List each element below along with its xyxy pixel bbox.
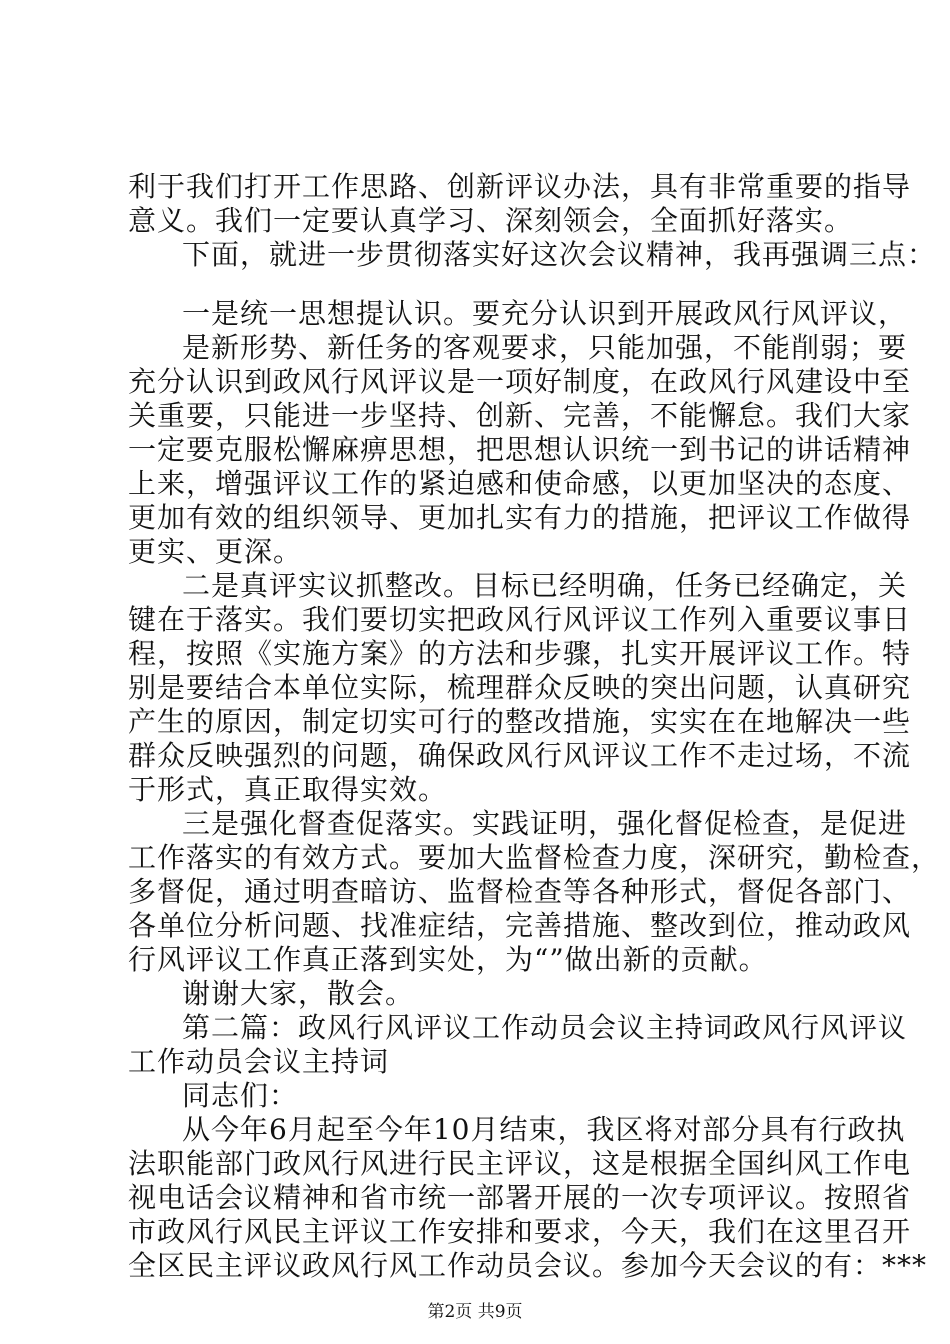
text-line: 多督促，通过明查暗访、监督检查等各种形式，督促各部门、 bbox=[128, 875, 912, 908]
text-line: 上来，增强评议工作的紧迫感和使命感，以更加坚决的态度、 bbox=[128, 467, 912, 500]
text-line: 一定要克服松懈麻痹思想，把思想认识统一到书记的讲话精神 bbox=[128, 433, 912, 466]
text-line: 产生的原因，制定切实可行的整改措施，实实在在地解决一些 bbox=[128, 705, 912, 738]
text-line: 更加有效的组织领导、更加扎实有力的措施，把评议工作做得 bbox=[128, 501, 912, 534]
text-line: 意义。我们一定要认真学习、深刻领会，全面抓好落实。 bbox=[128, 204, 854, 237]
text-line: 群众反映强烈的问题，确保政风行风评议工作不走过场，不流 bbox=[128, 739, 912, 772]
text-line: 下面，就进一步贯彻落实好这次会议精神，我再强调三点： bbox=[182, 238, 937, 271]
text-line: 从今年6月起至今年10月结束，我区将对部分具有行政执 bbox=[182, 1113, 906, 1146]
text-line: 别是要结合本单位实际，梳理群众反映的突出问题，认真研究 bbox=[128, 671, 912, 704]
text-line: 第二篇：政风行风评议工作动员会议主持词政风行风评议 bbox=[182, 1011, 908, 1044]
text-line: 二是真评实议抓整改。目标已经明确，任务已经确定，关 bbox=[182, 569, 908, 602]
text-line: 工作落实的有效方式。要加大监督检查力度，深研究，勤检查， bbox=[128, 841, 941, 874]
text-line: 三是强化督查促落实。实践证明，强化督促检查，是促进 bbox=[182, 807, 908, 840]
text-line: 利于我们打开工作思路、创新评议办法，具有非常重要的指导 bbox=[128, 170, 912, 203]
text-line: 全区民主评议政风行风工作动员会议。参加今天会议的有：*** bbox=[128, 1249, 928, 1282]
text-line: 一是统一思想提认识。要充分认识到开展政风行风评议， bbox=[182, 297, 908, 330]
text-line: 关重要，只能进一步坚持、创新、完善，不能懈怠。我们大家 bbox=[128, 399, 912, 432]
text-line: 充分认识到政风行风评议是一项好制度，在政风行风建设中至 bbox=[128, 365, 912, 398]
text-line: 于形式，真正取得实效。 bbox=[128, 773, 448, 806]
text-line: 程，按照《实施方案》的方法和步骤，扎实开展评议工作。特 bbox=[128, 637, 912, 670]
text-line: 工作动员会议主持词 bbox=[128, 1045, 390, 1078]
text-line: 市政风行风民主评议工作安排和要求，今天，我们在这里召开 bbox=[128, 1215, 912, 1248]
page-footer: 第2页 共9页 bbox=[427, 1302, 523, 1322]
text-line: 行风评议工作真正落到实处，为“”做出新的贡献。 bbox=[128, 943, 768, 976]
text-line: 各单位分析问题、找准症结，完善措施、整改到位，推动政风 bbox=[128, 909, 912, 942]
text-line: 视电话会议精神和省市统一部署开展的一次专项评议。按照省 bbox=[128, 1181, 912, 1214]
text-line: 法职能部门政风行风进行民主评议，这是根据全国纠风工作电 bbox=[128, 1147, 912, 1180]
text-line: 键在于落实。我们要切实把政风行风评议工作列入重要议事日 bbox=[128, 603, 912, 636]
text-line: 更实、更深。 bbox=[128, 535, 303, 568]
text-line: 是新形势、新任务的客观要求，只能加强，不能削弱；要 bbox=[182, 331, 908, 364]
text-line: 同志们： bbox=[182, 1079, 299, 1112]
text-line: 谢谢大家，散会。 bbox=[182, 977, 415, 1010]
